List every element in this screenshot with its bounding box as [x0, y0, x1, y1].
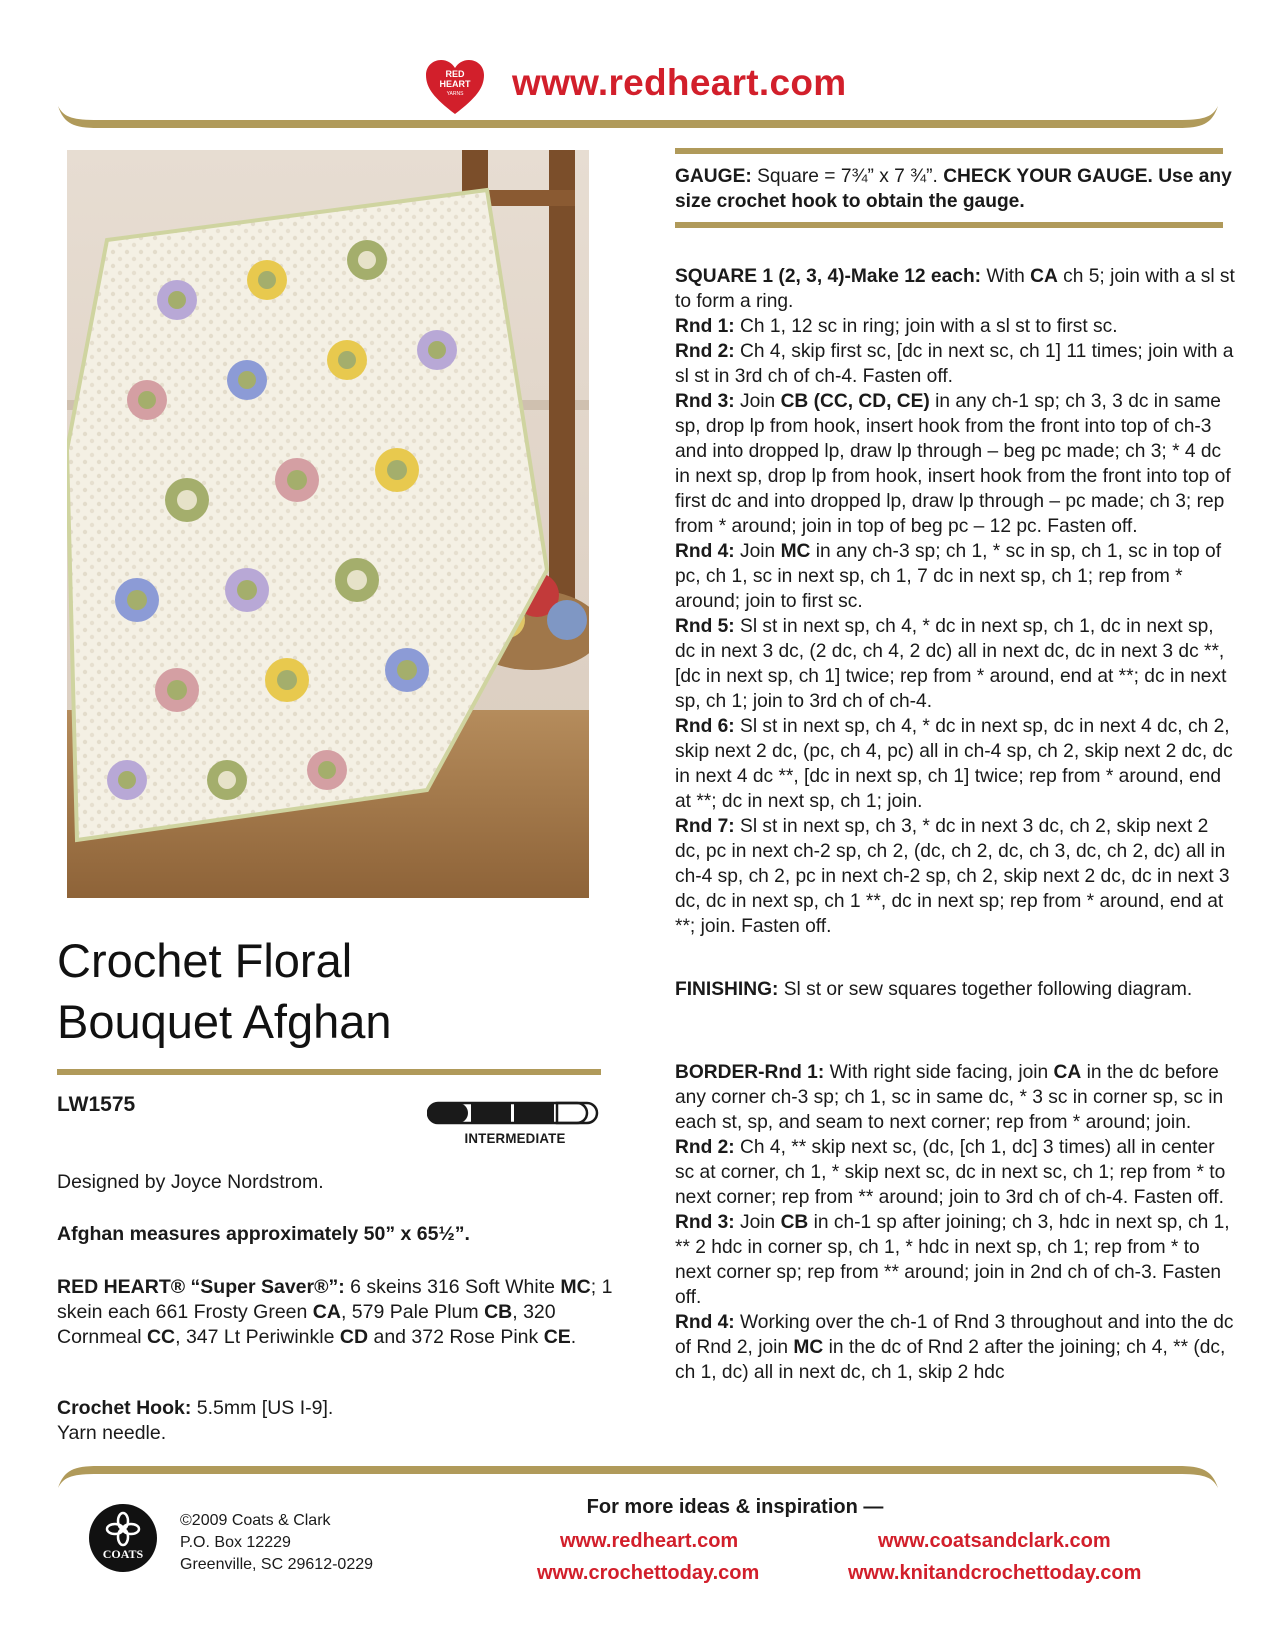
gauge-bottom-rule	[675, 222, 1223, 228]
color-code-ca: CA	[312, 1301, 341, 1323]
round-4	[675, 539, 1235, 614]
round-text: Sl st in next sp, ch 4, * dc in next sp, ch 1, dc in next sp, dc in next 3 dc, (2 dc, ch 4, 2 dc) all in next dc, dc in next 3 dc **, [dc in next sp, ch 1] twice; rep from * around, end at **; dc in next sp, ch 1; join to 3rd ch of ch-4.	[675, 616, 1227, 712]
round-label: Rnd 1:	[675, 316, 735, 337]
footer-link-coatsandclark[interactable]: www.coatsandclark.com	[878, 1530, 1111, 1552]
square-text: With	[981, 266, 1031, 287]
round-text: in the dc before any corner ch-3 sp; ch 1, sc in same dc, * 3 sc in corner sp, sc in each st, sp, and seam to next corner; rep from * around; join.	[675, 1062, 1224, 1133]
materials-text: , 320 Cornmeal	[57, 1301, 556, 1348]
logo-text-yarns: YARNS	[446, 91, 464, 97]
square-intro	[675, 264, 1235, 314]
border-round-3	[675, 1210, 1235, 1310]
footer-link-redheart[interactable]: www.redheart.com	[560, 1530, 739, 1552]
title-line-1: Crochet Floral	[57, 934, 353, 987]
round-text: in any ch-3 sp; ch 1, * sc in sp, ch 1, sc in top of pc, ch 1, sc in next sp, ch 1, 7 dc in next sp, ch 1; rep from * around; join to first sc.	[675, 541, 1222, 612]
round-text: Sl st in next sp, ch 3, * dc in next 3 dc, ch 2, skip next 2 dc, pc in next ch-2 sp, ch 2, (dc, ch 2, dc, ch 3, dc, ch 2, dc) all in ch-4 sp, ch 2, pc in next ch-2 sp, ch 2, skip next 2 dc, dc in next 3 dc, dc in next sp, ch 1 **, dc in next sp; rep from * around, end at **; join. Fasten off.	[675, 816, 1230, 937]
round-label: Rnd 7:	[675, 816, 735, 837]
color-code-mc: MC	[793, 1337, 824, 1358]
materials-text: 6 skeins 316 Soft White	[344, 1276, 561, 1298]
finishing-label: FINISHING:	[675, 979, 779, 1000]
color-code-ca: CA	[1053, 1062, 1082, 1083]
round-1	[675, 314, 1235, 339]
round-label: Rnd 2:	[675, 1137, 735, 1158]
round-text: Ch 4, ** skip next sc, (dc, [ch 1, dc] 3 times) all in center sc at corner, ch 1, * skip next sc, dc in next sc, ch 1; rep from * to next corner; rep from ** around; join to 3rd ch of ch-4. Fasten off.	[675, 1137, 1226, 1208]
logo-text-red: RED	[445, 69, 465, 79]
square-instructions	[675, 264, 1235, 939]
round-text: Join	[734, 541, 781, 562]
color-code-mc: MC	[780, 541, 811, 562]
materials-text: and 372 Rose Pink	[368, 1326, 544, 1348]
color-codes: CB (CC, CD, CE)	[780, 391, 930, 412]
round-text: Join	[734, 1212, 781, 1233]
square-label: SQUARE 1 (2, 3, 4)-Make 12 each:	[675, 266, 982, 287]
designer-credit: Designed by Joyce Nordstrom.	[57, 1171, 324, 1193]
round-6	[675, 714, 1235, 814]
coats-logo-text: COATS	[102, 1547, 144, 1561]
gauge-section	[675, 164, 1235, 214]
afghan-measurements: Afghan measures approximately 50” x 65½”.	[57, 1223, 470, 1245]
city-state-zip: Greenville, SC 29612-0229	[180, 1556, 374, 1573]
round-3	[675, 389, 1235, 539]
footer-divider	[58, 1456, 1218, 1496]
round-text: in the dc of Rnd 2 after the joining; ch 4, ** (dc, ch 1, dc) all in next dc, ch 1, skip 2 hdc	[675, 1337, 1226, 1383]
round-text: With right side facing, join	[824, 1062, 1054, 1083]
round-label: Rnd 3:	[675, 391, 735, 412]
materials-list	[57, 1275, 617, 1350]
color-code-cc: CC	[146, 1326, 176, 1348]
gauge-label: GAUGE:	[675, 166, 752, 187]
skill-level-label: INTERMEDIATE	[464, 1130, 566, 1146]
border-round-4	[675, 1310, 1235, 1385]
footer-link-knitandcrochettoday[interactable]: www.knitandcrochettoday.com	[848, 1562, 1142, 1584]
round-text: Working over the ch-1 of Rnd 3 throughout and into the dc of Rnd 2, join	[675, 1312, 1234, 1358]
round-label: Rnd 6:	[675, 716, 735, 737]
square-text: ch 5; join with a sl st to form a ring.	[675, 266, 1235, 312]
round-text: Sl st in next sp, ch 4, * dc in next sp, dc in next 4 dc, ch 2, skip next 2 dc, (pc, ch 4, pc) all in ch-4 sp, ch 2, skip next 2 dc, dc in next 4 dc **, [dc in next sp, ch 1] twice; rep from * around, end at **; dc in next sp, ch 1; join.	[675, 716, 1233, 812]
finishing-section	[675, 977, 1235, 1002]
round-text: Ch 1, 12 sc in ring; join with a sl st to first sc.	[734, 316, 1118, 337]
border-round-1	[675, 1060, 1235, 1135]
round-label: Rnd 3:	[675, 1212, 735, 1233]
pattern-code: LW1575	[57, 1093, 136, 1116]
color-code-ca: CA	[1030, 266, 1058, 287]
gauge-top-rule	[675, 148, 1223, 154]
materials-brand: RED HEART® “Super Saver®”:	[57, 1276, 345, 1298]
gauge-check: CHECK YOUR GAUGE. Use any size crochet hook to obtain the gauge.	[675, 166, 1232, 212]
materials-text: , 347 Lt Periwinkle	[175, 1326, 340, 1348]
coats-logo	[88, 1503, 158, 1573]
color-code-cb: CB	[484, 1301, 513, 1323]
round-text: Ch 4, skip first sc, [dc in next sc, ch 1] 11 times; join with a sl st in 3rd ch of ch-4. Fasten off.	[675, 341, 1234, 387]
site-url[interactable]: www.redheart.com	[512, 62, 847, 103]
title-divider	[57, 1069, 601, 1075]
pattern-title	[57, 930, 617, 1052]
company-address	[180, 1510, 373, 1576]
po-box: P.O. Box 12229	[180, 1534, 291, 1551]
skill-level-meter	[427, 1098, 601, 1128]
round-label: Rnd 5:	[675, 616, 735, 637]
border-section	[675, 1060, 1235, 1385]
copyright: ©2009 Coats & Clark	[180, 1512, 331, 1529]
logo-text-heart: HEART	[439, 79, 471, 89]
round-label: BORDER-Rnd 1:	[675, 1062, 825, 1083]
afghan-photo	[67, 150, 589, 898]
round-5	[675, 614, 1235, 714]
materials-text: .	[570, 1326, 577, 1348]
materials-text: , 579 Pale Plum	[340, 1301, 485, 1323]
color-code-cb: CB	[780, 1212, 809, 1233]
border-round-2	[675, 1135, 1235, 1210]
hook-value: 5.5mm [US I-9].	[191, 1397, 334, 1419]
more-ideas-heading: For more ideas & inspiration —	[586, 1496, 884, 1518]
gauge-value: Square = 7¾” x 7 ¾”.	[751, 166, 944, 187]
round-text: in ch-1 sp after joining; ch 3, hdc in next sp, ch 1, ** 2 hdc in corner sp, ch 1, * hdc in next sp, ch 1; rep from * to next corner sp; rep from ** around; join in 2nd ch of ch-3. Fasten off.	[675, 1212, 1230, 1308]
footer-link-crochettoday[interactable]: www.crochettoday.com	[537, 1562, 760, 1584]
title-line-2: Bouquet Afghan	[57, 995, 392, 1048]
round-label: Rnd 4:	[675, 541, 735, 562]
yarn-needle: Yarn needle.	[57, 1422, 167, 1444]
round-text: Join	[734, 391, 781, 412]
round-label: Rnd 2:	[675, 341, 735, 362]
color-code-ce: CE	[543, 1326, 571, 1348]
header-divider	[58, 98, 1218, 138]
materials-text: ; 1 skein each 661 Frosty Green	[57, 1276, 613, 1323]
color-code-cd: CD	[339, 1326, 369, 1348]
round-text: in any ch-1 sp; ch 3, 3 dc in same sp, drop lp from hook, insert hook from the front into top of ch-3 and into dropped lp, draw lp through – beg pc made; ch 3; * 4 dc in next sp, drop lp from hook, insert hook from the front into top of first dc and into dropped lp, draw lp through – pc made; ch 3; rep from * around; join in top of beg pc – 12 pc. Fasten off.	[675, 391, 1231, 537]
finishing-text: Sl st or sew squares together following diagram.	[778, 979, 1193, 1000]
color-code-mc: MC	[560, 1276, 591, 1298]
round-2	[675, 339, 1235, 389]
hook-info	[57, 1396, 617, 1446]
round-label: Rnd 4:	[675, 1312, 735, 1333]
round-7	[675, 814, 1235, 939]
hook-label: Crochet Hook:	[57, 1397, 192, 1419]
